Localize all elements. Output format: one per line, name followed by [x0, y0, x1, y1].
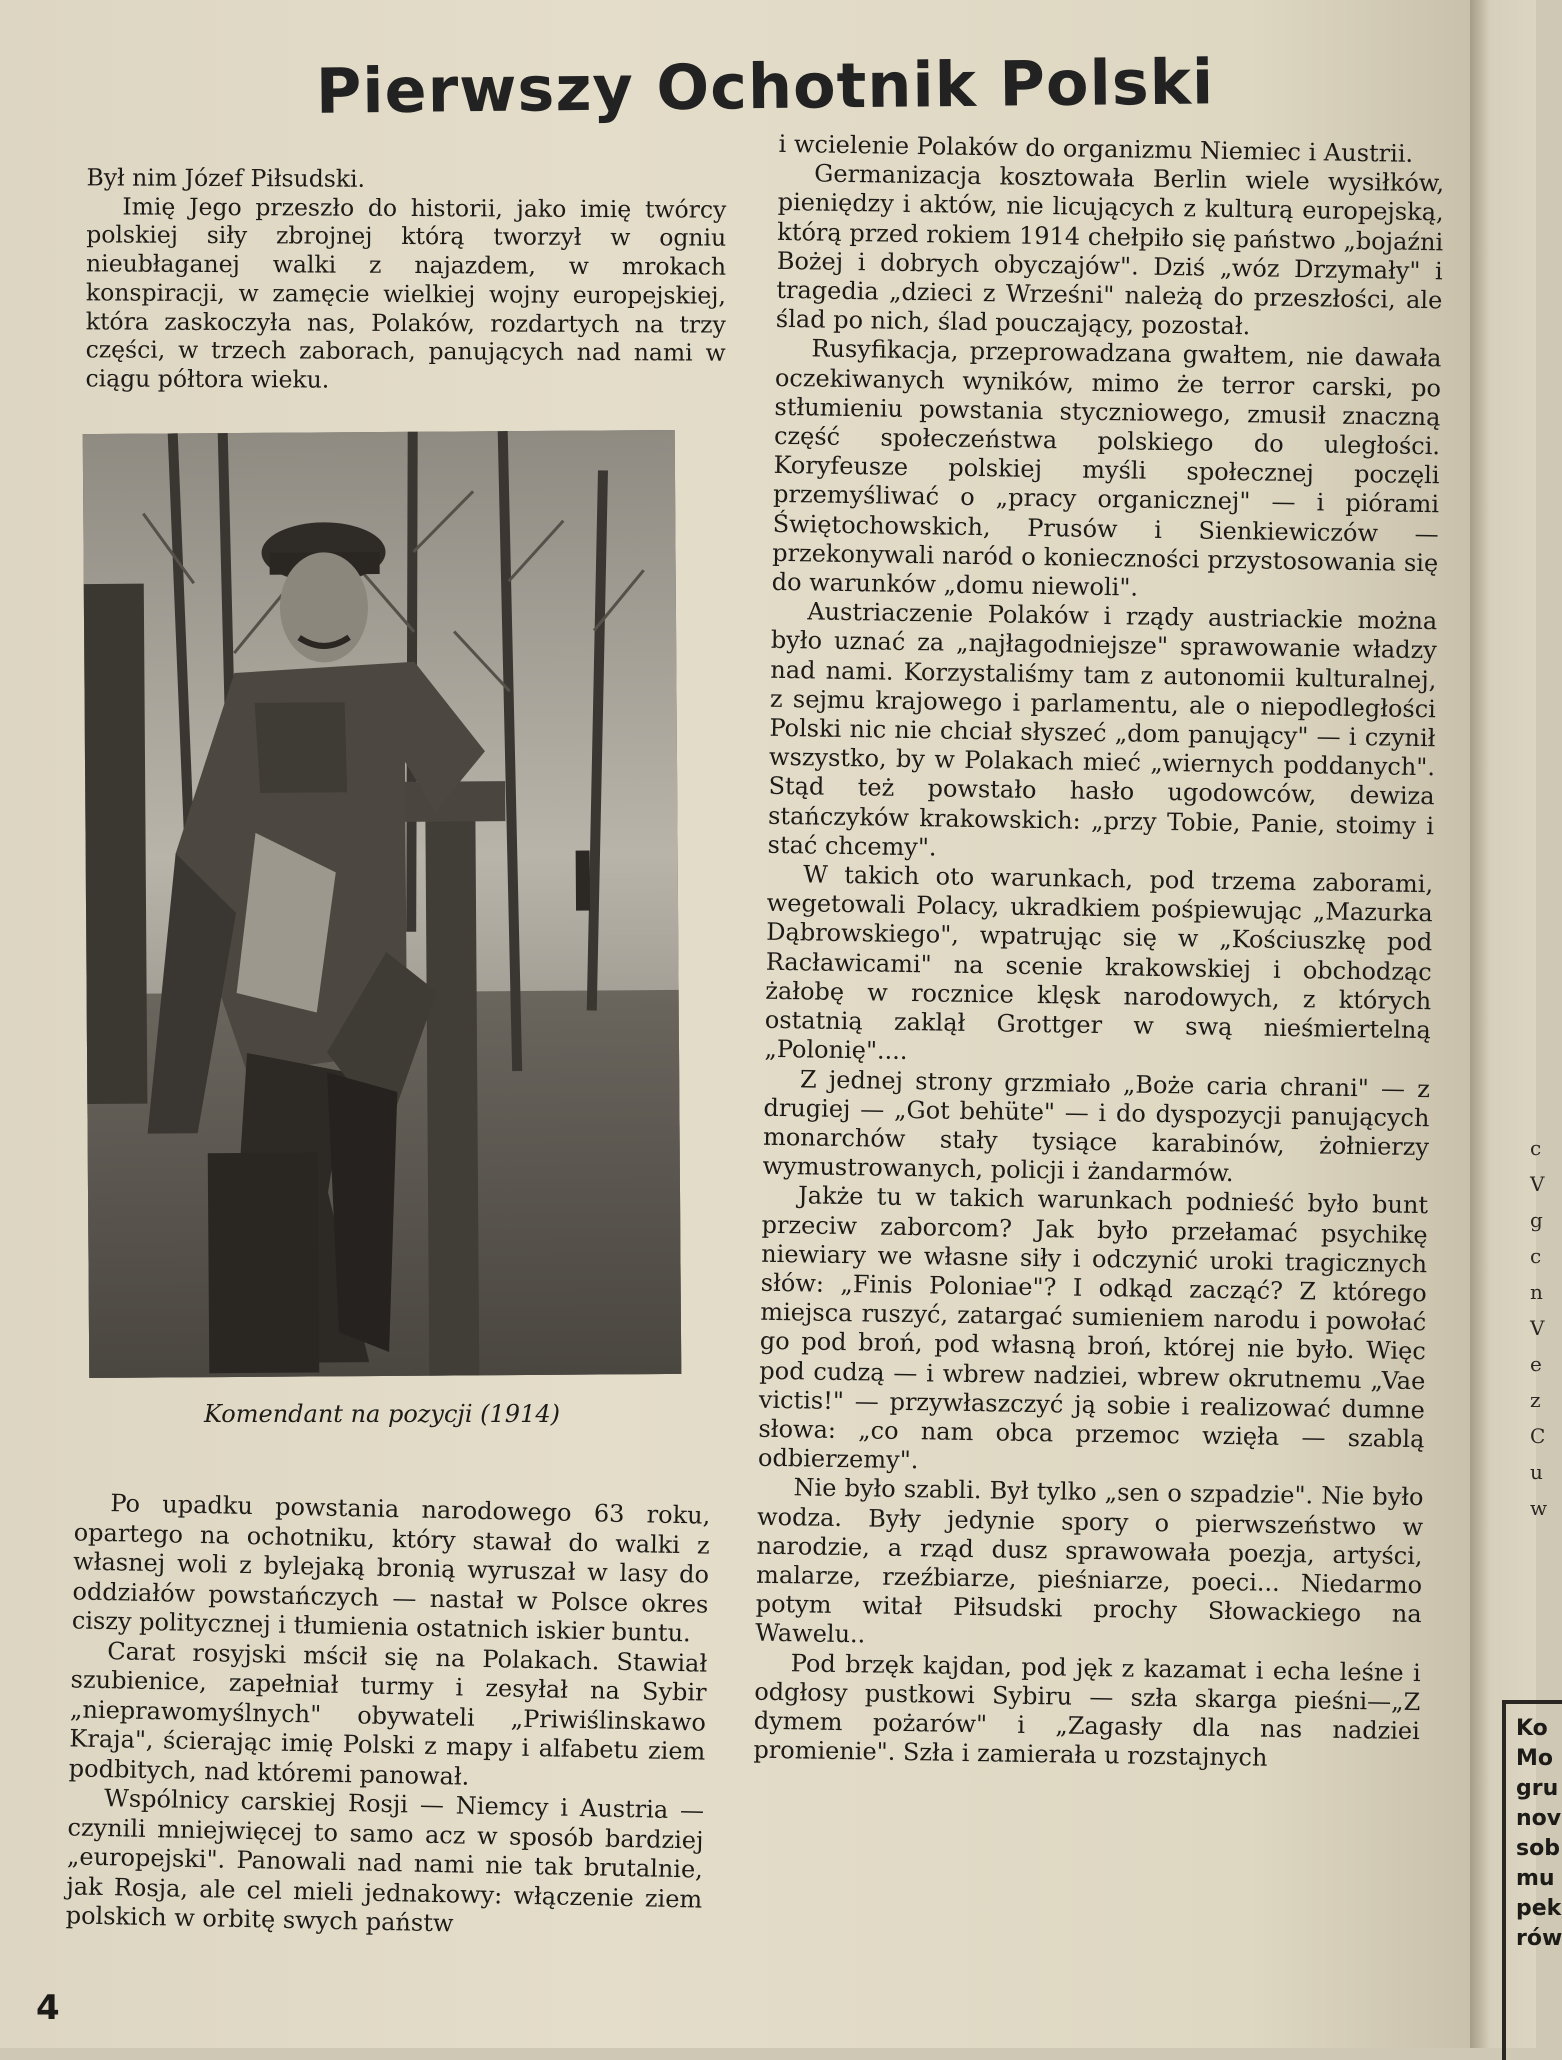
adjacent-box-line: Ko — [1516, 1716, 1548, 1741]
adjacent-box-line: sob — [1516, 1836, 1560, 1861]
adjacent-boxed-text — [1502, 1700, 1562, 2060]
article-paragraph: Carat rosyjski mścił się na Polakach. Stawiał szubienice, zapełniał turmy i zesyłał na Sybir „nieprawomyślnych" obywateli „Priwiślinskawo Kraja", ścierając imię Polski z mapy i alfabetu ziem podbitych, nad któremi panował. — [68, 1636, 708, 1791]
left-column-bottom — [65, 1488, 710, 1944]
photo-komendant — [83, 430, 682, 1378]
adjacent-text-fragment: z — [1530, 1388, 1541, 1412]
adjacent-text-fragment: w — [1530, 1496, 1548, 1520]
adjacent-box-line: gru — [1516, 1776, 1559, 1801]
adjacent-text-fragment: C — [1530, 1424, 1546, 1448]
article-paragraph: Austriaczenie Polaków i rządy austriackie można było uznać za „najłagodniejsze" sprawowanie władzy nad nami. Korzystaliśmy tam z autonomii kulturalnej, z sejmu krajowego i parlamentu, ale o niepodległości Polski nic nie chciał słyszeć „dom panujący" — i czynił wszystko, by w Polakach mieć „wiernych poddanych". Stąd też powstało hasło ugodowców, dewiza stańczyków krakowskich: „przy Tobie, Panie, stoimy i stać chcemy". — [767, 597, 1438, 862]
intro-paragraph: Imię Jego przeszło do historii, jako imię twórcy polskiej siły zbrojnej którą tworzył w ogniu nieubłaganej walki z najazdem, w mrokach konspiracji, w zamęcie wielkiej wojny europejskiej, która zaskoczyła nas, Polaków, rozdartych na trzy części, w trzech zaborach, panujących nad nami w ciągu półtora wieku. — [85, 192, 727, 394]
article-paragraph: i wcielenie Polaków do organizmu Niemiec i Austrii. — [778, 129, 1414, 168]
right-column — [753, 130, 1445, 1776]
article-title: Pierwszy Ochotnik Polski — [315, 45, 1215, 128]
article-paragraph: Jakże tu w takich warunkach podnieść było bunt przeciw zaborcom? Jak było przełamać psychikę niewiary we własne siły i odczynić uroki tragicznych słów: „Finis Poloniae"? I odkąd zacząć? Z którego miejsca ruszyć, zatargać sumieniem narodu i powołać go pod broń, pod własną broń, której nie było. Więc pod cudzą — i wbrew nadziei, wbrew okrutnemu „Vae victis!" — przywłaszczyć ją sobie i realizować dumne słowa: „co nam obca przemoc wzięła — szablą odbierzemy". — [757, 1181, 1429, 1475]
article-paragraph: Z jednej strony grzmiało „Boże caria chrani" — z drugiej — „Got behüte" — i do dyspozycji panujących monarchów stały tysiące karabinów, żołnierzy wymustrowanych, policji i żandarmów. — [762, 1064, 1431, 1188]
article-paragraph: Pod brzęk kajdan, pod jęk z kazamat i echa leśne i odgłosy pustkowi Sybiru — szła skarga pieśni—„Z dymem pożarów" i „Zagasły dla nas nadziei promienie". Szła i zamierała u rozstajnych — [753, 1648, 1421, 1772]
photo-caption: Komendant na pozycji (1914) — [204, 1400, 560, 1428]
article-paragraph: Nie było szabli. Był tylko „sen o szpadzie". Nie było wodza. Były jedynie spory o pierwszeństwo w narodzie, a rząd dusz sprawowała poezja, artyści, malarze, rzeźbiarze, pieśniarze, poeci... Niedarmo potym witał Piłsudski prochy Słowackiego na Wawelu.. — [755, 1473, 1424, 1649]
article-paragraph: Po upadku powstania narodowego 63 roku, opartego na ochotniku, który stawał do walki z własnej woli z bylejaką bronią wyruszał w lasy do oddziałów powstańczych — nastał w Polsce okres ciszy politycznej i tłumienia ostatnich iskier buntu. — [71, 1489, 711, 1648]
adjacent-text-fragment: e — [1530, 1352, 1542, 1376]
article-paragraph: Rusyfikacja, przeprowadzana gwałtem, nie dawała oczekiwanych wyników, mimo że terror carski, po stłumieniu powstania styczniowego, zmusił znaczną część społeczeństwa polskiego do uległości. Koryfeusze polskiej myśli społecznej poczęli przemyśliwać o „pracy organicznej" — i piórami Świętochowskich, Prusów i Sienkiewiczów — przekonywali naród o konieczności przystosowania się do warunków „domu niewoli". — [771, 334, 1442, 602]
adjacent-text-fragment: g — [1530, 1208, 1543, 1232]
article-paragraph: Germanizacja kosztowała Berlin wiele wysiłków, pieniędzy i aktów, nie licujących z kulturą europejską, którą przed rokiem 1914 chełpiło się państwo „bojaźni Bożej i dobrych obyczajów". Dziś „wóz Drzymały" i tragedia „dzieci z Wrześni" należą do przeszłości, ale ślad po nich, ślad pouczający, pozostał. — [775, 159, 1445, 341]
adjacent-box-line: pek — [1516, 1896, 1562, 1921]
adjacent-box-line: Mo — [1516, 1746, 1554, 1771]
intro-paragraph: Był nim Józef Piłsudski. — [86, 163, 366, 193]
adjacent-text-fragment: c — [1530, 1244, 1542, 1268]
article-paragraph: W takich oto warunkach, pod trzema zaborami, wegetowali Polacy, ukradkiem pośpiewując „Mazurka Dąbrowskiego", wpatrując się w „Kościuszkę pod Racławicami" na scenie krakowskiej i obchodząc żałobę w rocznice klęsk narodowych, z których ostatnią zaklął Grottger w swą nieśmiertelną „Polonię".... — [764, 860, 1434, 1066]
adjacent-box-line: mu — [1516, 1866, 1555, 1891]
adjacent-box-line: nov — [1516, 1806, 1562, 1831]
photo-illustration — [83, 430, 682, 1378]
page-number: 4 — [36, 1988, 60, 2028]
adjacent-text-fragment: V — [1530, 1316, 1545, 1340]
adjacent-box-line: rów — [1516, 1926, 1562, 1951]
adjacent-text-fragment: u — [1530, 1460, 1543, 1484]
adjacent-text-fragment: c — [1530, 1136, 1542, 1160]
intro-column — [85, 163, 726, 396]
adjacent-text-fragment: n — [1530, 1280, 1543, 1304]
adjacent-page-edge — [1470, 0, 1562, 2048]
adjacent-text-fragment: V — [1530, 1172, 1545, 1196]
article-paragraph: Wspólnicy carskiej Rosji — Niemcy i Austria — czynili mniejwięcej to samo acz w sposób bardziej „europejski". Panowali nad nami nie tak brutalnie, jak Rosja, ale cel mieli jednakowy: włączenie ziem polskich w orbitę swych państw — [65, 1784, 705, 1938]
